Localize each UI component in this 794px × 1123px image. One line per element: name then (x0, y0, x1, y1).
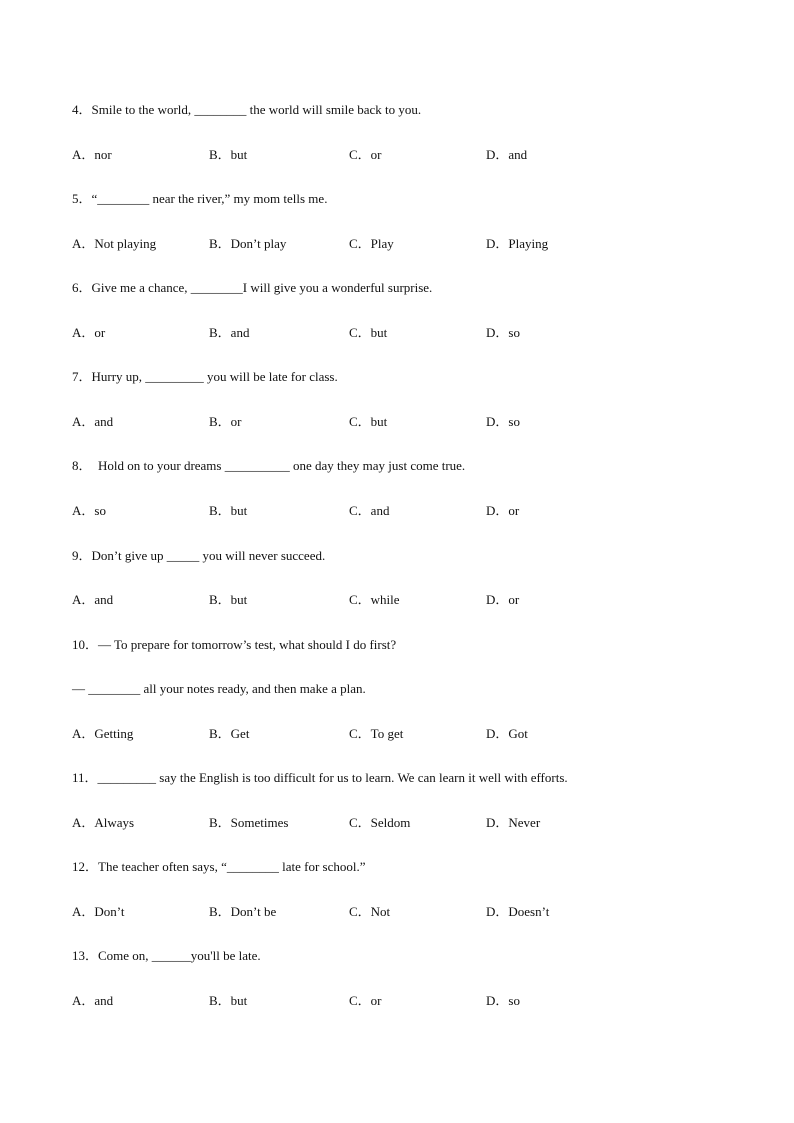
option-a: A．and (72, 414, 114, 429)
option-a: A．Not playing (72, 236, 157, 251)
option-b: B．but (209, 147, 248, 162)
question-13-options (72, 993, 732, 1009)
option-b: B．or (209, 414, 242, 429)
question-13-stem: 13．Come on, ______you'll be late. (72, 948, 261, 963)
option-b: B．Don’t be (209, 904, 277, 919)
question-6-stem: 6．Give me a chance, ________I will give you a wonderful surprise. (72, 280, 433, 295)
option-c: C．or (349, 147, 382, 162)
question-12-stem: 12．The teacher often says, “________ late for school.” (72, 859, 366, 874)
option-a: A．nor (72, 147, 112, 162)
question-4-stem: 4．Smile to the world, ________ the world will smile back to you. (72, 102, 422, 117)
question-12-options (72, 904, 732, 920)
question-10-reply: — ________ all your notes ready, and then make a plan. (72, 681, 366, 696)
question-6-options (72, 325, 732, 341)
option-b: B．but (209, 993, 248, 1008)
option-b: B．but (209, 503, 248, 518)
option-c: C．but (349, 414, 388, 429)
question-8-stem: 8． Hold on to your dreams __________ one day they may just come true. (72, 458, 466, 473)
option-d: D．Playing (486, 236, 549, 251)
option-a: A．and (72, 592, 114, 607)
option-b: B．but (209, 592, 248, 607)
option-b: B．Sometimes (209, 815, 289, 830)
option-c: C．or (349, 993, 382, 1008)
question-5-stem: 5．“________ near the river,” my mom tells me. (72, 191, 328, 206)
option-d: D．Got (486, 726, 528, 741)
option-b: B．and (209, 325, 250, 340)
option-a: A．or (72, 325, 106, 340)
option-d: D．so (486, 325, 520, 340)
option-a: A．Always (72, 815, 135, 830)
option-c: C．while (349, 592, 400, 607)
option-a: A．so (72, 503, 106, 518)
option-c: C．Seldom (349, 815, 411, 830)
question-5-options (72, 236, 732, 252)
question-7-options (72, 414, 732, 430)
question-10-options (72, 726, 732, 742)
option-c: C．Not (349, 904, 391, 919)
option-d: D．Never (486, 815, 541, 830)
option-c: C．but (349, 325, 388, 340)
question-7-stem: 7．Hurry up, _________ you will be late for class. (72, 369, 338, 384)
option-d: D．so (486, 993, 520, 1008)
question-9-options (72, 592, 732, 608)
option-d: D．so (486, 414, 520, 429)
option-a: A．Getting (72, 726, 134, 741)
option-d: D．Doesn’t (486, 904, 550, 919)
option-d: D．and (486, 147, 528, 162)
option-d: D．or (486, 592, 520, 607)
question-10-stem: 10．— To prepare for tomorrow’s test, what should I do first? (72, 637, 397, 652)
option-b: B．Get (209, 726, 250, 741)
option-b: B．Don’t play (209, 236, 287, 251)
option-c: C．Play (349, 236, 394, 251)
option-c: C．and (349, 503, 390, 518)
option-d: D．or (486, 503, 520, 518)
question-11-options (72, 815, 732, 831)
question-8-options (72, 503, 732, 519)
option-a: A．Don’t (72, 904, 125, 919)
question-11-stem: 11．_________ say the English is too difficult for us to learn. We can learn it well with efforts. (72, 770, 568, 785)
question-4-options (72, 147, 732, 163)
option-c: C．To get (349, 726, 404, 741)
question-9-stem: 9．Don’t give up _____ you will never succeed. (72, 548, 326, 563)
option-a: A．and (72, 993, 114, 1008)
